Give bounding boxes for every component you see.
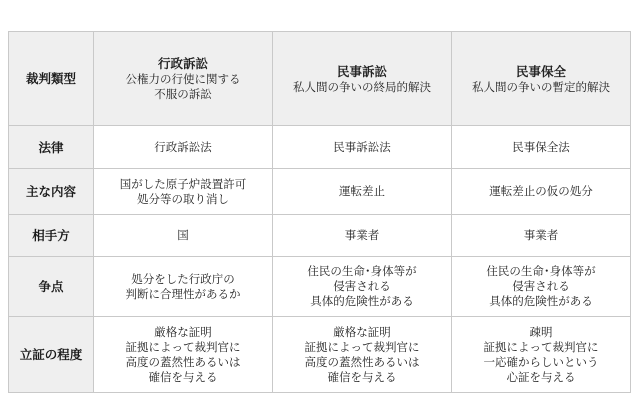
table-row-law [9, 126, 631, 169]
cell-line: 処分等の取り消し [137, 191, 229, 206]
row-label: 主な内容 [9, 169, 94, 215]
table-row-proof [9, 317, 631, 393]
row-label: 立証の程度 [9, 317, 94, 393]
table-cell [452, 215, 631, 257]
column-header-civil [273, 32, 452, 126]
column-title: 行政訴訟 [157, 56, 208, 71]
table-cell [273, 257, 452, 317]
table-row-opponent [9, 215, 631, 257]
cell-line: 証拠によって裁判官に [483, 339, 599, 354]
table-row-issue [9, 257, 631, 317]
cell-line: 判断に合理性があるか [125, 286, 241, 301]
column-title: 民事訴訟 [336, 63, 387, 79]
cell-line: 心証を与える [506, 369, 576, 384]
comparison-table [8, 31, 631, 393]
cell-line: 国がした原子炉設置許可 [119, 176, 247, 191]
cell-line: 一応確からしいという [483, 354, 599, 369]
cell-line: 処分をした行政庁の [131, 271, 235, 286]
table-cell [94, 126, 273, 169]
cell-line: 事業者 [344, 228, 380, 242]
cell-line: 行政訴訟法 [154, 139, 212, 154]
table-cell [273, 317, 452, 393]
cell-line: 運転差止 [339, 184, 385, 198]
cell-line: 高度の蓋然性あるいは [304, 354, 420, 369]
cell-line: 事業者 [523, 228, 559, 242]
cell-line: 厳格な証明 [333, 324, 391, 339]
cell-line: 具体的危険性がある [489, 294, 593, 308]
cell-line: 住民の生命･身体等が [307, 264, 417, 278]
cell-line: 住民の生命･身体等が [486, 264, 596, 278]
table-cell [273, 126, 452, 169]
cell-line: 民事訴訟法 [333, 139, 391, 154]
cell-line: 確信を与える [148, 369, 218, 384]
row-label: 争点 [9, 257, 94, 317]
cell-line: 具体的危険性がある [310, 294, 414, 308]
table-cell [94, 169, 273, 215]
table-cell [94, 317, 273, 393]
column-subtitle-line: 私人間の争いの暫定的解決 [472, 79, 610, 94]
table-row-content [9, 169, 631, 215]
cell-line: 厳格な証明 [154, 324, 212, 339]
header-corner: 裁判類型 [9, 32, 94, 126]
column-title: 民事保全 [515, 63, 566, 79]
cell-line: 高度の蓋然性あるいは [125, 354, 241, 369]
table-cell [452, 169, 631, 215]
table-cell [273, 169, 452, 215]
cell-line: 確信を与える [327, 369, 397, 384]
cell-line: 民事保全法 [512, 139, 570, 154]
cell-line: 疎明 [529, 324, 553, 339]
cell-line: 国 [177, 228, 189, 242]
table-cell [452, 317, 631, 393]
row-label: 相手方 [9, 215, 94, 257]
table-cell [452, 257, 631, 317]
column-subtitle-line: 不服の訴訟 [154, 87, 212, 101]
cell-line: 証拠によって裁判官に [125, 339, 241, 354]
row-label: 法律 [9, 126, 94, 169]
table-cell [273, 215, 452, 257]
table-cell [452, 126, 631, 169]
table-cell [94, 257, 273, 317]
header-row [9, 32, 631, 126]
cell-line: 侵害される [512, 279, 570, 293]
cell-line: 運転差止の仮の処分 [489, 184, 593, 198]
column-header-provisional [452, 32, 631, 126]
column-subtitle-line: 私人間の争いの終局的解決 [293, 79, 431, 94]
cell-line: 侵害される [333, 279, 391, 293]
column-header-administrative [94, 32, 273, 126]
table-cell [94, 215, 273, 257]
column-subtitle-line: 公権力の行使に関する [125, 72, 241, 86]
cell-line: 証拠によって裁判官に [304, 339, 420, 354]
